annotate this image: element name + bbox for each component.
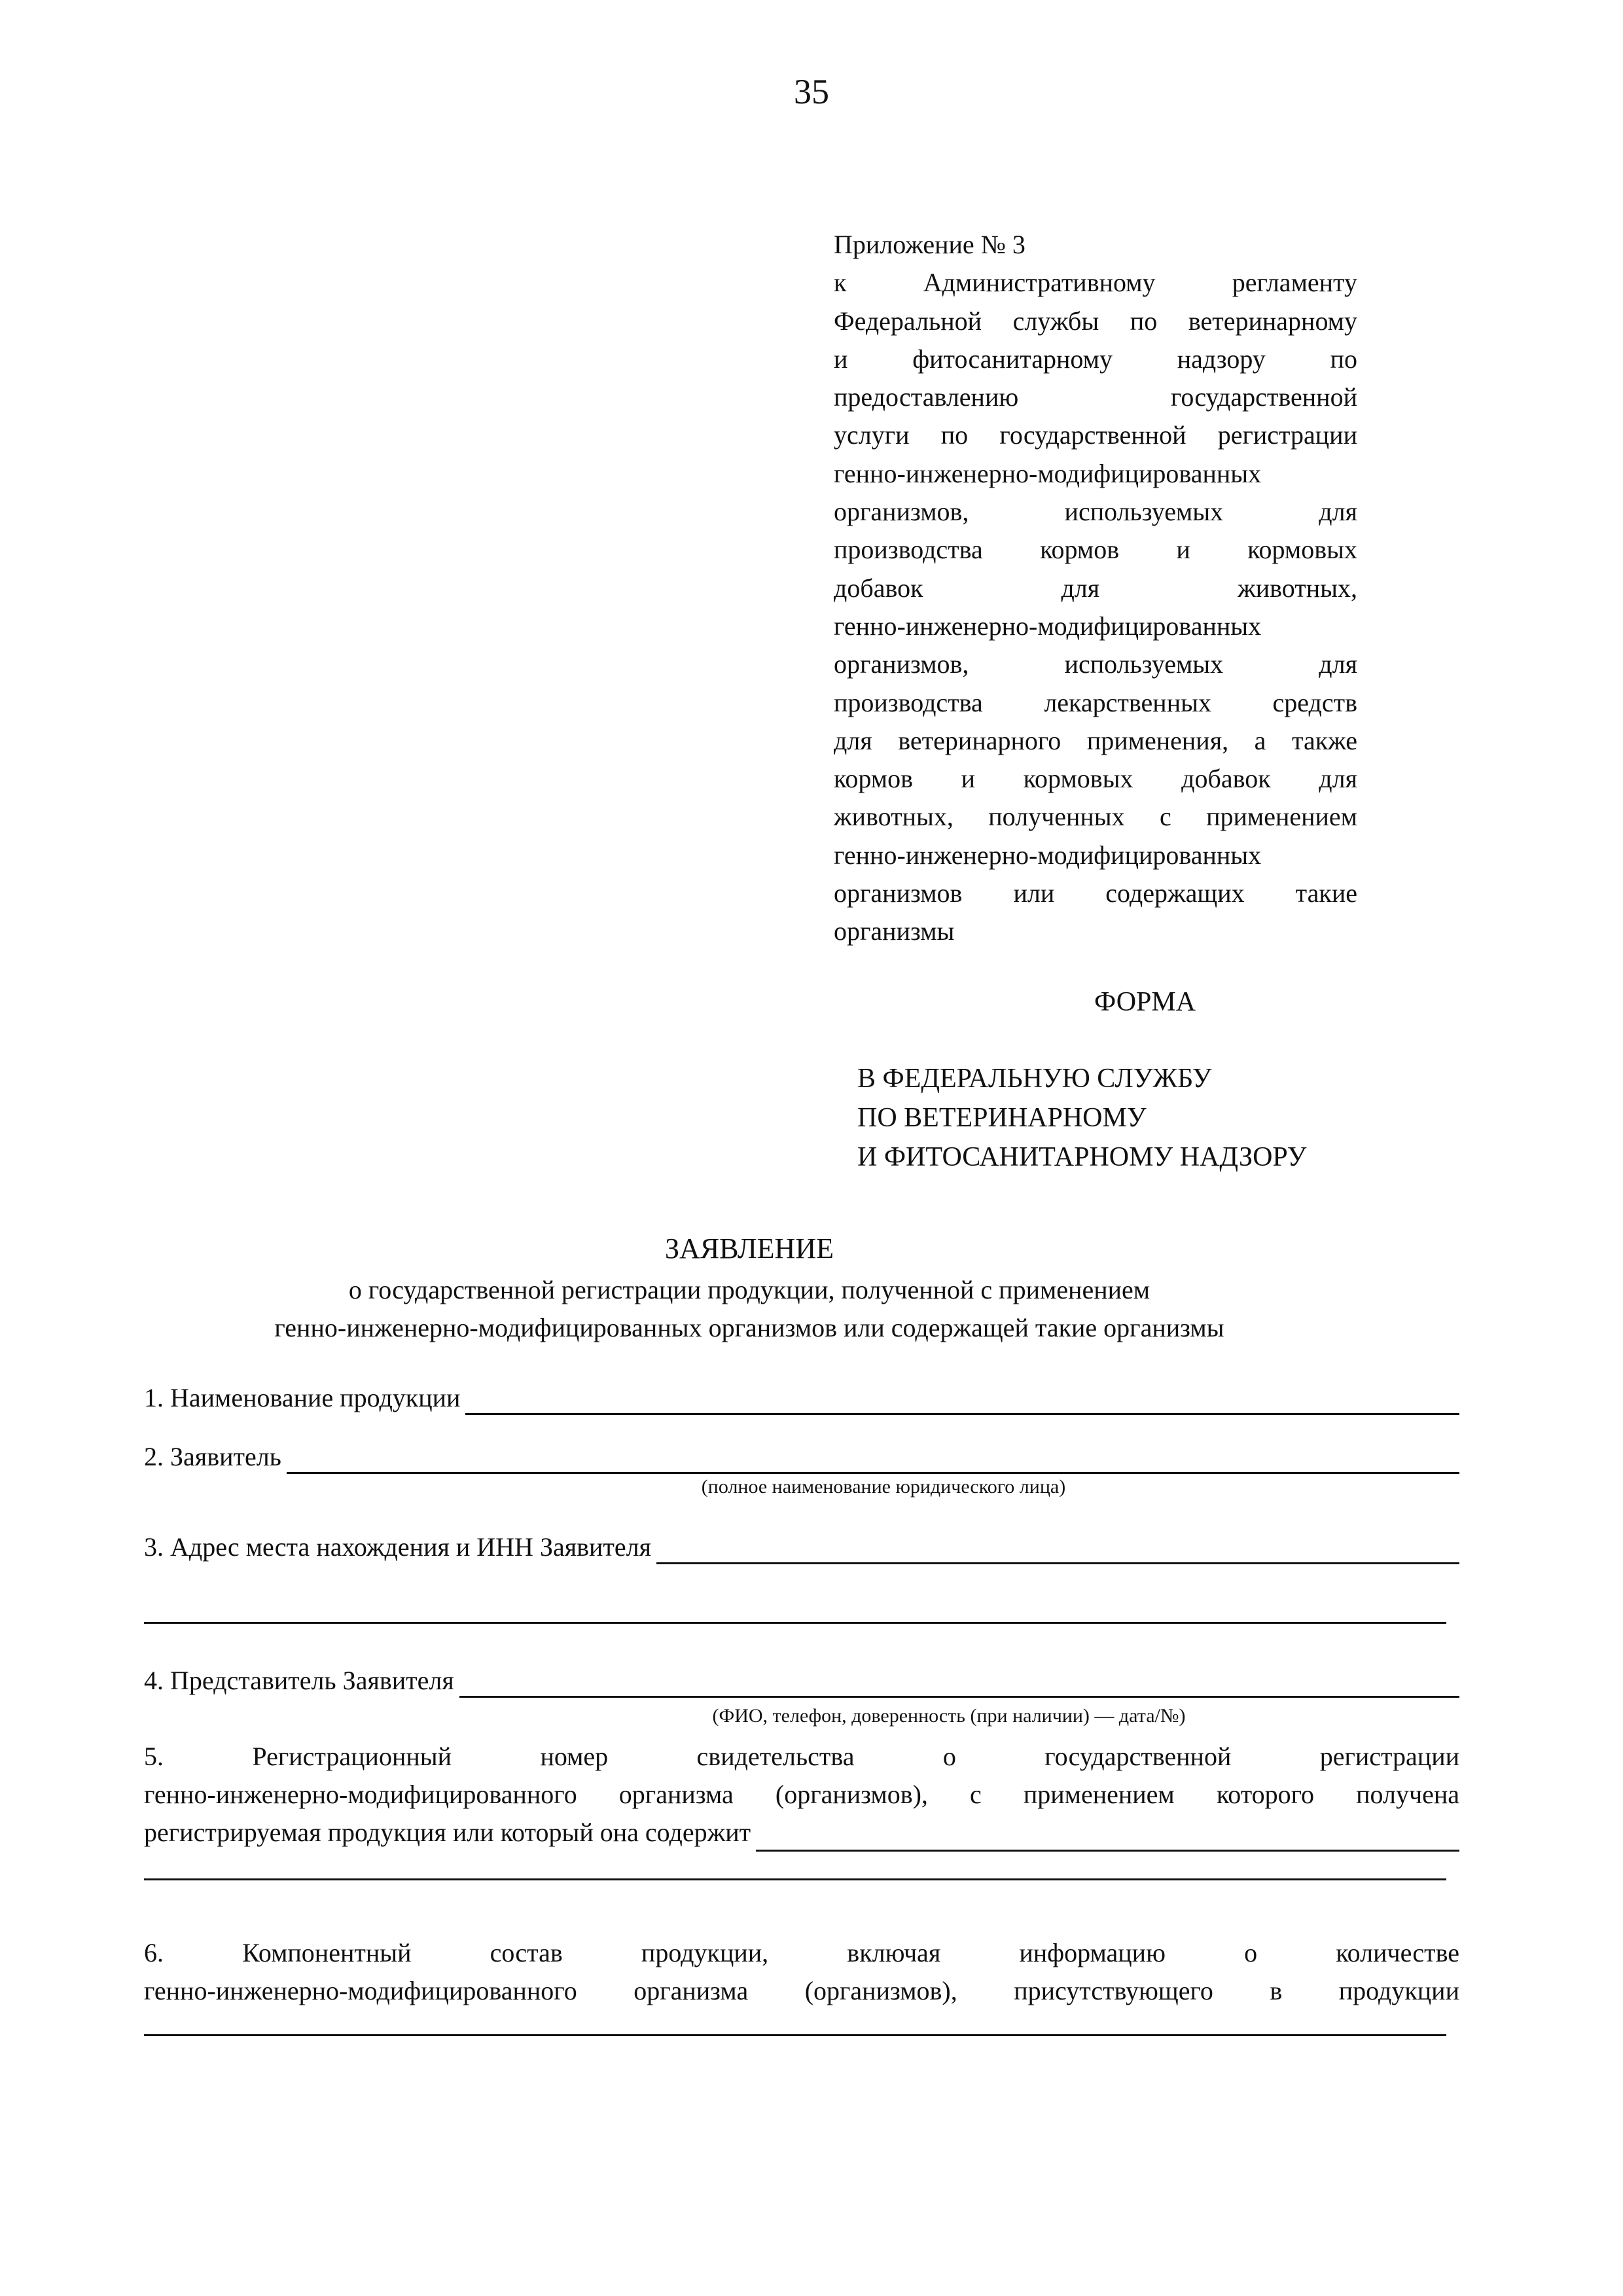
annex-line: генно-инженерно-модифицированных (834, 458, 1262, 488)
component-composition-label-line: генно-инженерно-модифицированного организма (организмов), присутствующего в продукции (144, 1976, 1459, 2005)
component-composition-field (144, 1934, 1459, 2010)
product-name-field (144, 1381, 1459, 1415)
annex-line: производства кормов и кормовых (834, 535, 1357, 565)
annex-block (834, 226, 1357, 951)
product-name-label: 1. Наименование продукции (144, 1383, 461, 1412)
form-label: ФОРМА (1094, 987, 1196, 1017)
application-subtitle (0, 1271, 1499, 1347)
registration-number-input-line-2[interactable] (144, 1878, 1446, 1880)
annex-line: организмы (834, 916, 955, 946)
applicant-input[interactable] (287, 1447, 1459, 1474)
component-composition-label-line: 6. Компонентный состав продукции, включая информацию о количестве (144, 1938, 1459, 1967)
page-number: 35 (794, 72, 829, 111)
address-inn-input[interactable] (656, 1537, 1459, 1564)
annex-line: для ветеринарного применения, а также (834, 725, 1357, 755)
application-subtitle-line: генно-инженерно-модифицированных организмов или содержащей такие организмы (274, 1313, 1224, 1342)
annex-line: организмов, используемых для (834, 497, 1357, 527)
annex-line: Федеральной службы по ветеринарному (834, 306, 1357, 336)
annex-line: животных, полученных с применением (834, 802, 1357, 832)
representative-hint: (ФИО, телефон, доверенность (при наличии) — дата/№) (712, 1705, 1186, 1727)
product-name-input[interactable] (465, 1388, 1459, 1415)
addressee-block (857, 1059, 1306, 1177)
address-inn-label: 3. Адрес места нахождения и ИНН Заявителя (144, 1532, 652, 1562)
registration-number-input[interactable] (756, 1825, 1459, 1852)
applicant-label: 2. Заявитель (144, 1442, 281, 1471)
annex-line: организмов или содержащих такие (834, 878, 1357, 908)
annex-line: производства лекарственных средств (834, 687, 1357, 717)
annex-title: Приложение № 3 (834, 230, 1026, 259)
representative-label: 4. Представитель Заявителя (144, 1666, 454, 1695)
annex-line: и фитосанитарному надзору по (834, 344, 1357, 374)
component-composition-input[interactable] (144, 2034, 1446, 2036)
applicant-hint: (полное наименование юридического лица) (701, 1476, 1066, 1498)
representative-input[interactable] (459, 1671, 1459, 1698)
registration-number-last-line (144, 1814, 1459, 1852)
annex-line: генно-инженерно-модифицированных (834, 840, 1262, 870)
registration-number-label-line: 5. Регистрационный номер свидетельства о государственной регистрации (144, 1742, 1459, 1771)
addressee-line: В ФЕДЕРАЛЬНУЮ СЛУЖБУ (857, 1064, 1212, 1094)
annex-line: организмов, используемых для (834, 649, 1357, 679)
annex-line: добавок для животных, (834, 573, 1357, 603)
registration-number-field (144, 1738, 1459, 1852)
application-subtitle-line: о государственной регистрации продукции, полученной с применением (348, 1275, 1150, 1304)
annex-line: услуги по государственной регистрации (834, 420, 1357, 450)
registration-number-label-line: регистрируемая продукция или который она содержит (144, 1818, 751, 1847)
addressee-line: ПО ВЕТЕРИНАРНОМУ (857, 1103, 1147, 1133)
address-inn-input-line-2[interactable] (144, 1622, 1446, 1624)
annex-line: генно-инженерно-модифицированных (834, 611, 1262, 641)
registration-number-label-line: генно-инженерно-модифицированного организма (организмов), с применением которого получена (144, 1780, 1459, 1809)
representative-field (144, 1664, 1459, 1698)
applicant-field (144, 1440, 1459, 1474)
annex-line: предоставлению государственной (834, 382, 1357, 412)
address-inn-field (144, 1530, 1459, 1564)
addressee-line: И ФИТОСАНИТАРНОМУ НАДЗОРУ (857, 1142, 1307, 1172)
application-title: ЗАЯВЛЕНИЕ (665, 1232, 834, 1265)
annex-line: кормов и кормовых добавок для (834, 764, 1357, 794)
annex-line: к Административному регламенту (834, 268, 1357, 298)
